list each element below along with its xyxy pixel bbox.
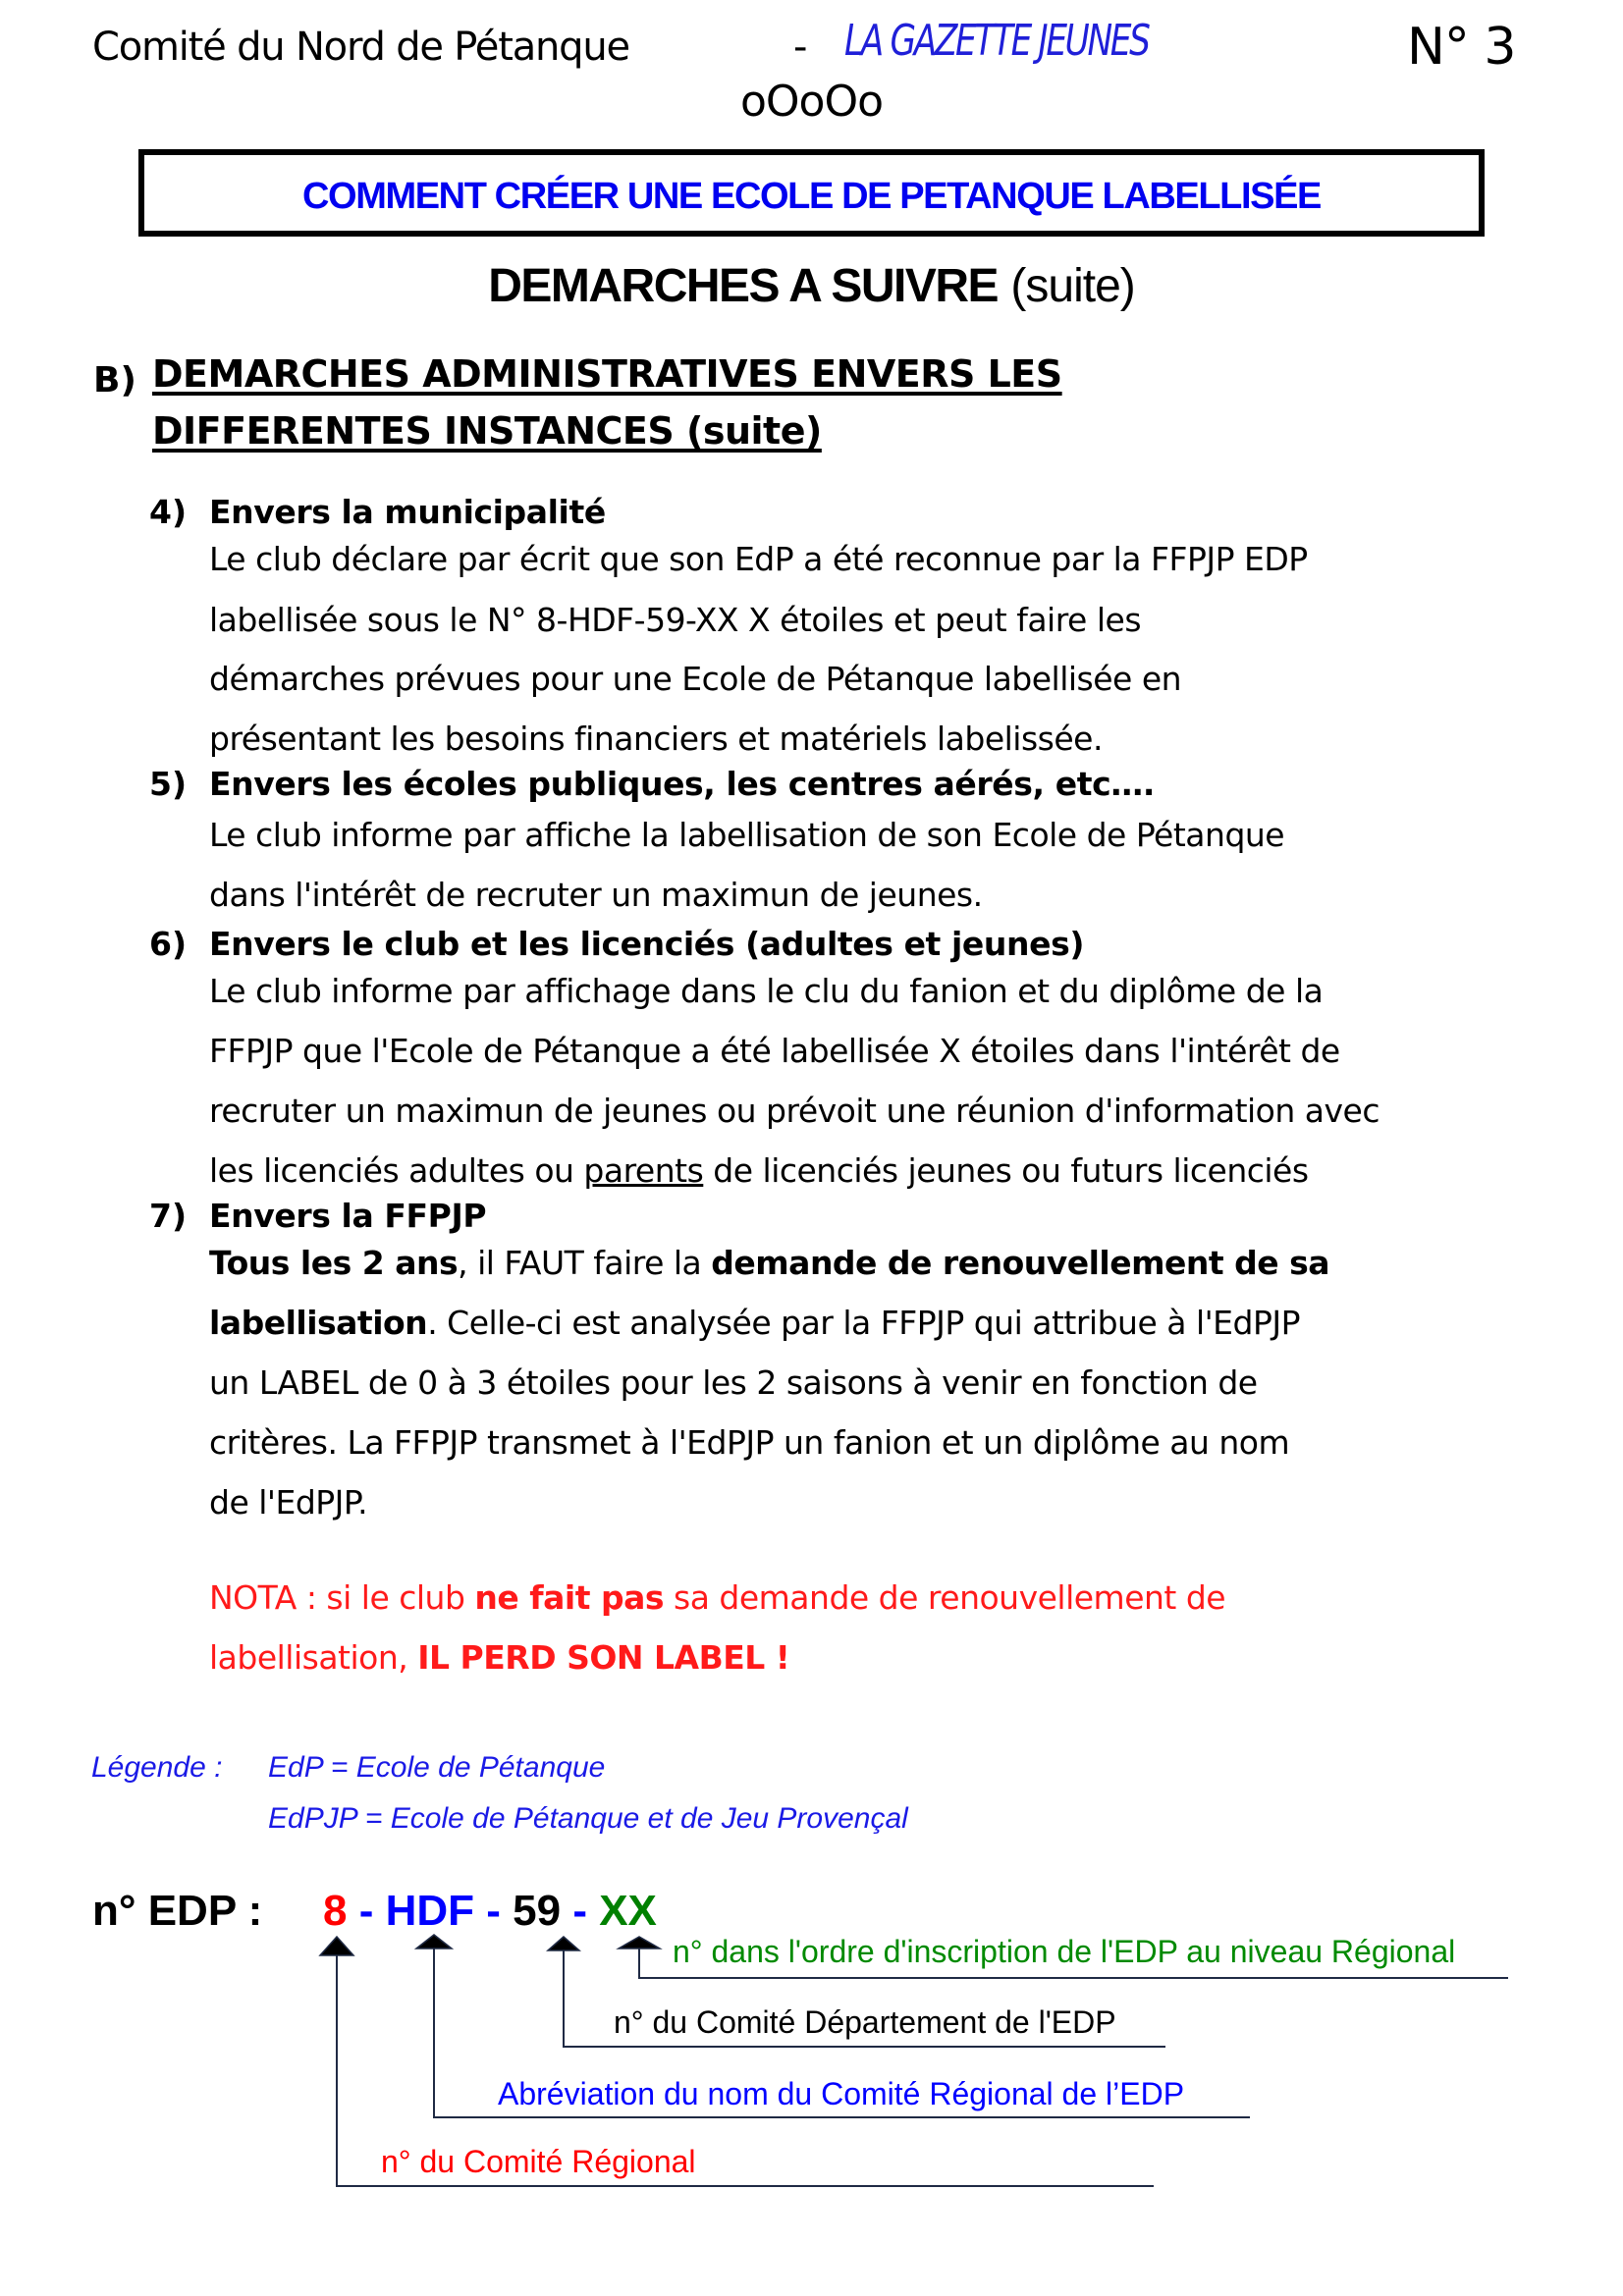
header-dash: - bbox=[793, 25, 808, 70]
legend-entry: EdP = Ecole de Pétanque bbox=[268, 1751, 606, 1784]
gazette-title: LA GAZETTE JEUNES bbox=[844, 16, 1149, 66]
item-title: Envers les écoles publiques, les centres aérés, etc…. bbox=[209, 765, 1155, 803]
item-text-line: présentant les besoins financiers et matériels labelissée. bbox=[209, 720, 1103, 758]
arrow-up-icon bbox=[416, 1935, 452, 1949]
bold-segment: labellisation bbox=[209, 1304, 428, 1342]
arrow-up-icon bbox=[619, 1937, 660, 1949]
annotation-region-abbrev: Abréviation du nom du Comité Régional de l’EDP bbox=[498, 2076, 1185, 2111]
code-separator: - bbox=[347, 1887, 386, 1935]
text-segment: , il FAUT faire la bbox=[458, 1244, 712, 1282]
decorative-separator: oOoOo bbox=[739, 77, 884, 127]
item-text-line: FFPJP que l'Ecole de Pétanque a été labellisée X étoiles dans l'intérêt de bbox=[209, 1032, 1340, 1070]
item-text-line: labellisée sous le N° 8-HDF-59-XX X étoiles et peut faire les bbox=[209, 601, 1142, 639]
item-number: 4) bbox=[149, 493, 188, 531]
item-text-line: Le club déclare par écrit que son EdP a été reconnue par la FFPJP EDP bbox=[209, 540, 1308, 578]
item-text-line: un LABEL de 0 à 3 étoiles pour les 2 saisons à venir en fonction de bbox=[209, 1363, 1258, 1402]
legend-entry: EdPJP = Ecole de Pétanque et de Jeu Provençal bbox=[268, 1802, 908, 1835]
text-segment: sa demande de renouvellement de bbox=[664, 1578, 1226, 1617]
bold-segment: IL PERD SON LABEL ! bbox=[417, 1638, 790, 1677]
item-title: Envers la FFPJP bbox=[209, 1197, 487, 1235]
item-title: Envers la municipalité bbox=[209, 493, 606, 531]
title-text: COMMENT CRÉER UNE ECOLE DE PETANQUE LABELLISÉE bbox=[302, 176, 1321, 217]
issue-number: N° 3 bbox=[1407, 18, 1516, 77]
arrow-up-icon bbox=[320, 1937, 353, 1955]
subtitle-main: DEMARCHES A SUIVRE bbox=[488, 260, 999, 312]
bold-segment: Tous les 2 ans bbox=[209, 1244, 459, 1282]
subtitle-suffix: (suite) bbox=[1010, 260, 1135, 312]
section-heading-line-1: DEMARCHES ADMINISTRATIVES ENVERS LES bbox=[152, 352, 1062, 396]
annotation-order: n° dans l'ordre d'inscription de l'EDP au niveau Régional bbox=[673, 1934, 1456, 1969]
item-text-line: de l'EdPJP. bbox=[209, 1483, 368, 1522]
edp-label: n° EDP : bbox=[92, 1887, 263, 1935]
committee-name: Comité du Nord de Pétanque bbox=[92, 25, 629, 70]
bold-segment: ne fait pas bbox=[474, 1578, 665, 1617]
legend-label: Légende : bbox=[91, 1751, 223, 1784]
item-text-line: démarches prévues pour une Ecole de Pétanque labellisée en bbox=[209, 660, 1182, 698]
annotation-department: n° du Comité Département de l'EDP bbox=[614, 2004, 1116, 2040]
item-text-line: Le club informe par affiche la labellisation de son Ecole de Pétanque bbox=[209, 816, 1285, 854]
item-text-line: recruter un maximun de jeunes ou prévoit une réunion d'information avec bbox=[209, 1092, 1380, 1130]
code-part-order: XX bbox=[599, 1887, 657, 1935]
item-text-line: dans l'intérêt de recruter un maximun de jeunes. bbox=[209, 876, 983, 914]
code-part-department: 59 bbox=[513, 1887, 562, 1935]
annotation-regional-number: n° du Comité Régional bbox=[381, 2144, 696, 2179]
code-part-regional-number: 8 bbox=[323, 1887, 348, 1935]
text-segment: de licenciés jeunes ou futurs licenciés bbox=[703, 1151, 1309, 1190]
item-number: 7) bbox=[149, 1197, 188, 1235]
arrow-up-icon bbox=[548, 1937, 579, 1950]
code-separator: - bbox=[561, 1887, 600, 1935]
item-text-line: Le club informe par affichage dans le clu du fanion et du diplôme de la bbox=[209, 972, 1324, 1010]
underlined-word: parents bbox=[583, 1151, 704, 1190]
item-number: 5) bbox=[149, 765, 188, 803]
code-part-region-abbrev: HDF bbox=[385, 1887, 475, 1935]
text-segment: labellisation, bbox=[209, 1638, 418, 1677]
text-segment: les licenciés adultes ou bbox=[209, 1151, 584, 1190]
text-segment: NOTA : si le club bbox=[209, 1578, 475, 1617]
code-separator: - bbox=[474, 1887, 514, 1935]
item-title: Envers le club et les licenciés (adultes et jeunes) bbox=[209, 925, 1084, 963]
section-heading-line-2: DIFFERENTES INSTANCES (suite) bbox=[152, 409, 822, 453]
item-number: 6) bbox=[149, 925, 188, 963]
bold-segment: demande de renouvellement de sa bbox=[711, 1244, 1330, 1282]
item-text-line: critères. La FFPJP transmet à l'EdPJP un fanion et un diplôme au nom bbox=[209, 1423, 1290, 1462]
text-segment: . Celle-ci est analysée par la FFPJP qui attribue à l'EdPJP bbox=[427, 1304, 1301, 1342]
section-label: B) bbox=[93, 360, 136, 400]
